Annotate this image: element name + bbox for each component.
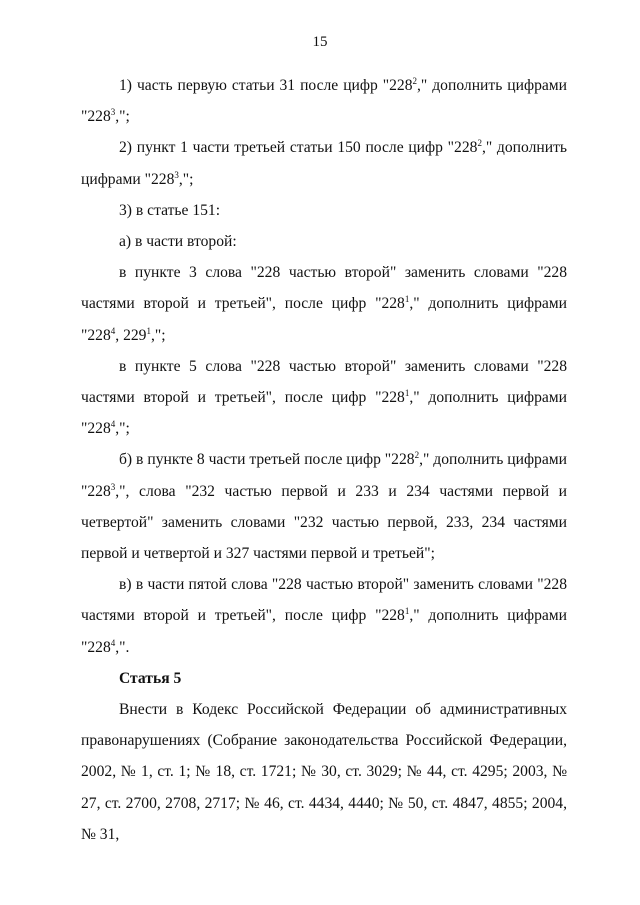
article-heading: Статья 5 bbox=[119, 669, 182, 687]
paragraph-8: в) в части пятой слова "228 частью второй" заменить словами "228 частями второй и третьей", после цифр "$228^1$," дополнить цифрами "$228^4$,". bbox=[81, 576, 567, 656]
paragraph-final: Внести в Кодекс Российской Федерации об административных правонарушениях (Собрание законодательства Российской Федерации, 2002, № 1, ст. 1; № 18, ст. 1721; № 30, ст. 3029; № 44, ст. 4295; 2003, № 27, ст. 2700, 2708, 2717; № 46, ст. 4434, 4440; № 50, ст. 4847, 4855; 2004, № 31, bbox=[81, 701, 567, 843]
paragraph-5: в пункте 3 слова "228 частью второй" заменить словами "228 частями второй и третьей", после цифр "$228^1$," дополнить цифрами "$228^4$, $229^1$,"; bbox=[81, 264, 567, 344]
paragraph-3: 3) в статье 151: bbox=[119, 201, 221, 219]
document-body bbox=[81, 70, 567, 850]
paragraph-4: а) в части второй: bbox=[119, 233, 237, 251]
page-number: 15 bbox=[312, 34, 328, 50]
paragraph-1: 1) часть первую статьи 31 после цифр "$228^2$," дополнить цифрами "$228^3$,"; bbox=[81, 76, 567, 126]
paragraph-6: в пункте 5 слова "228 частью второй" заменить словами "228 частями второй и третьей", после цифр "$228^1$," дополнить цифрами "$228^4$,"; bbox=[81, 357, 567, 438]
paragraph-7: б) в пункте 8 части третьей после цифр "$228^2$," дополнить цифрами "$228^3$,", слова "232 частью первой и 233 и 234 частями первой и четвертой" заменить словами "232 частью первой, 233, 234 частями первой и четвертой и 327 частями первой и третьей"; bbox=[81, 450, 567, 563]
paragraph-2: 2) пункт 1 части третьей статьи 150 после цифр "$228^2$," дополнить цифрами "$228^3$,"; bbox=[81, 138, 567, 188]
